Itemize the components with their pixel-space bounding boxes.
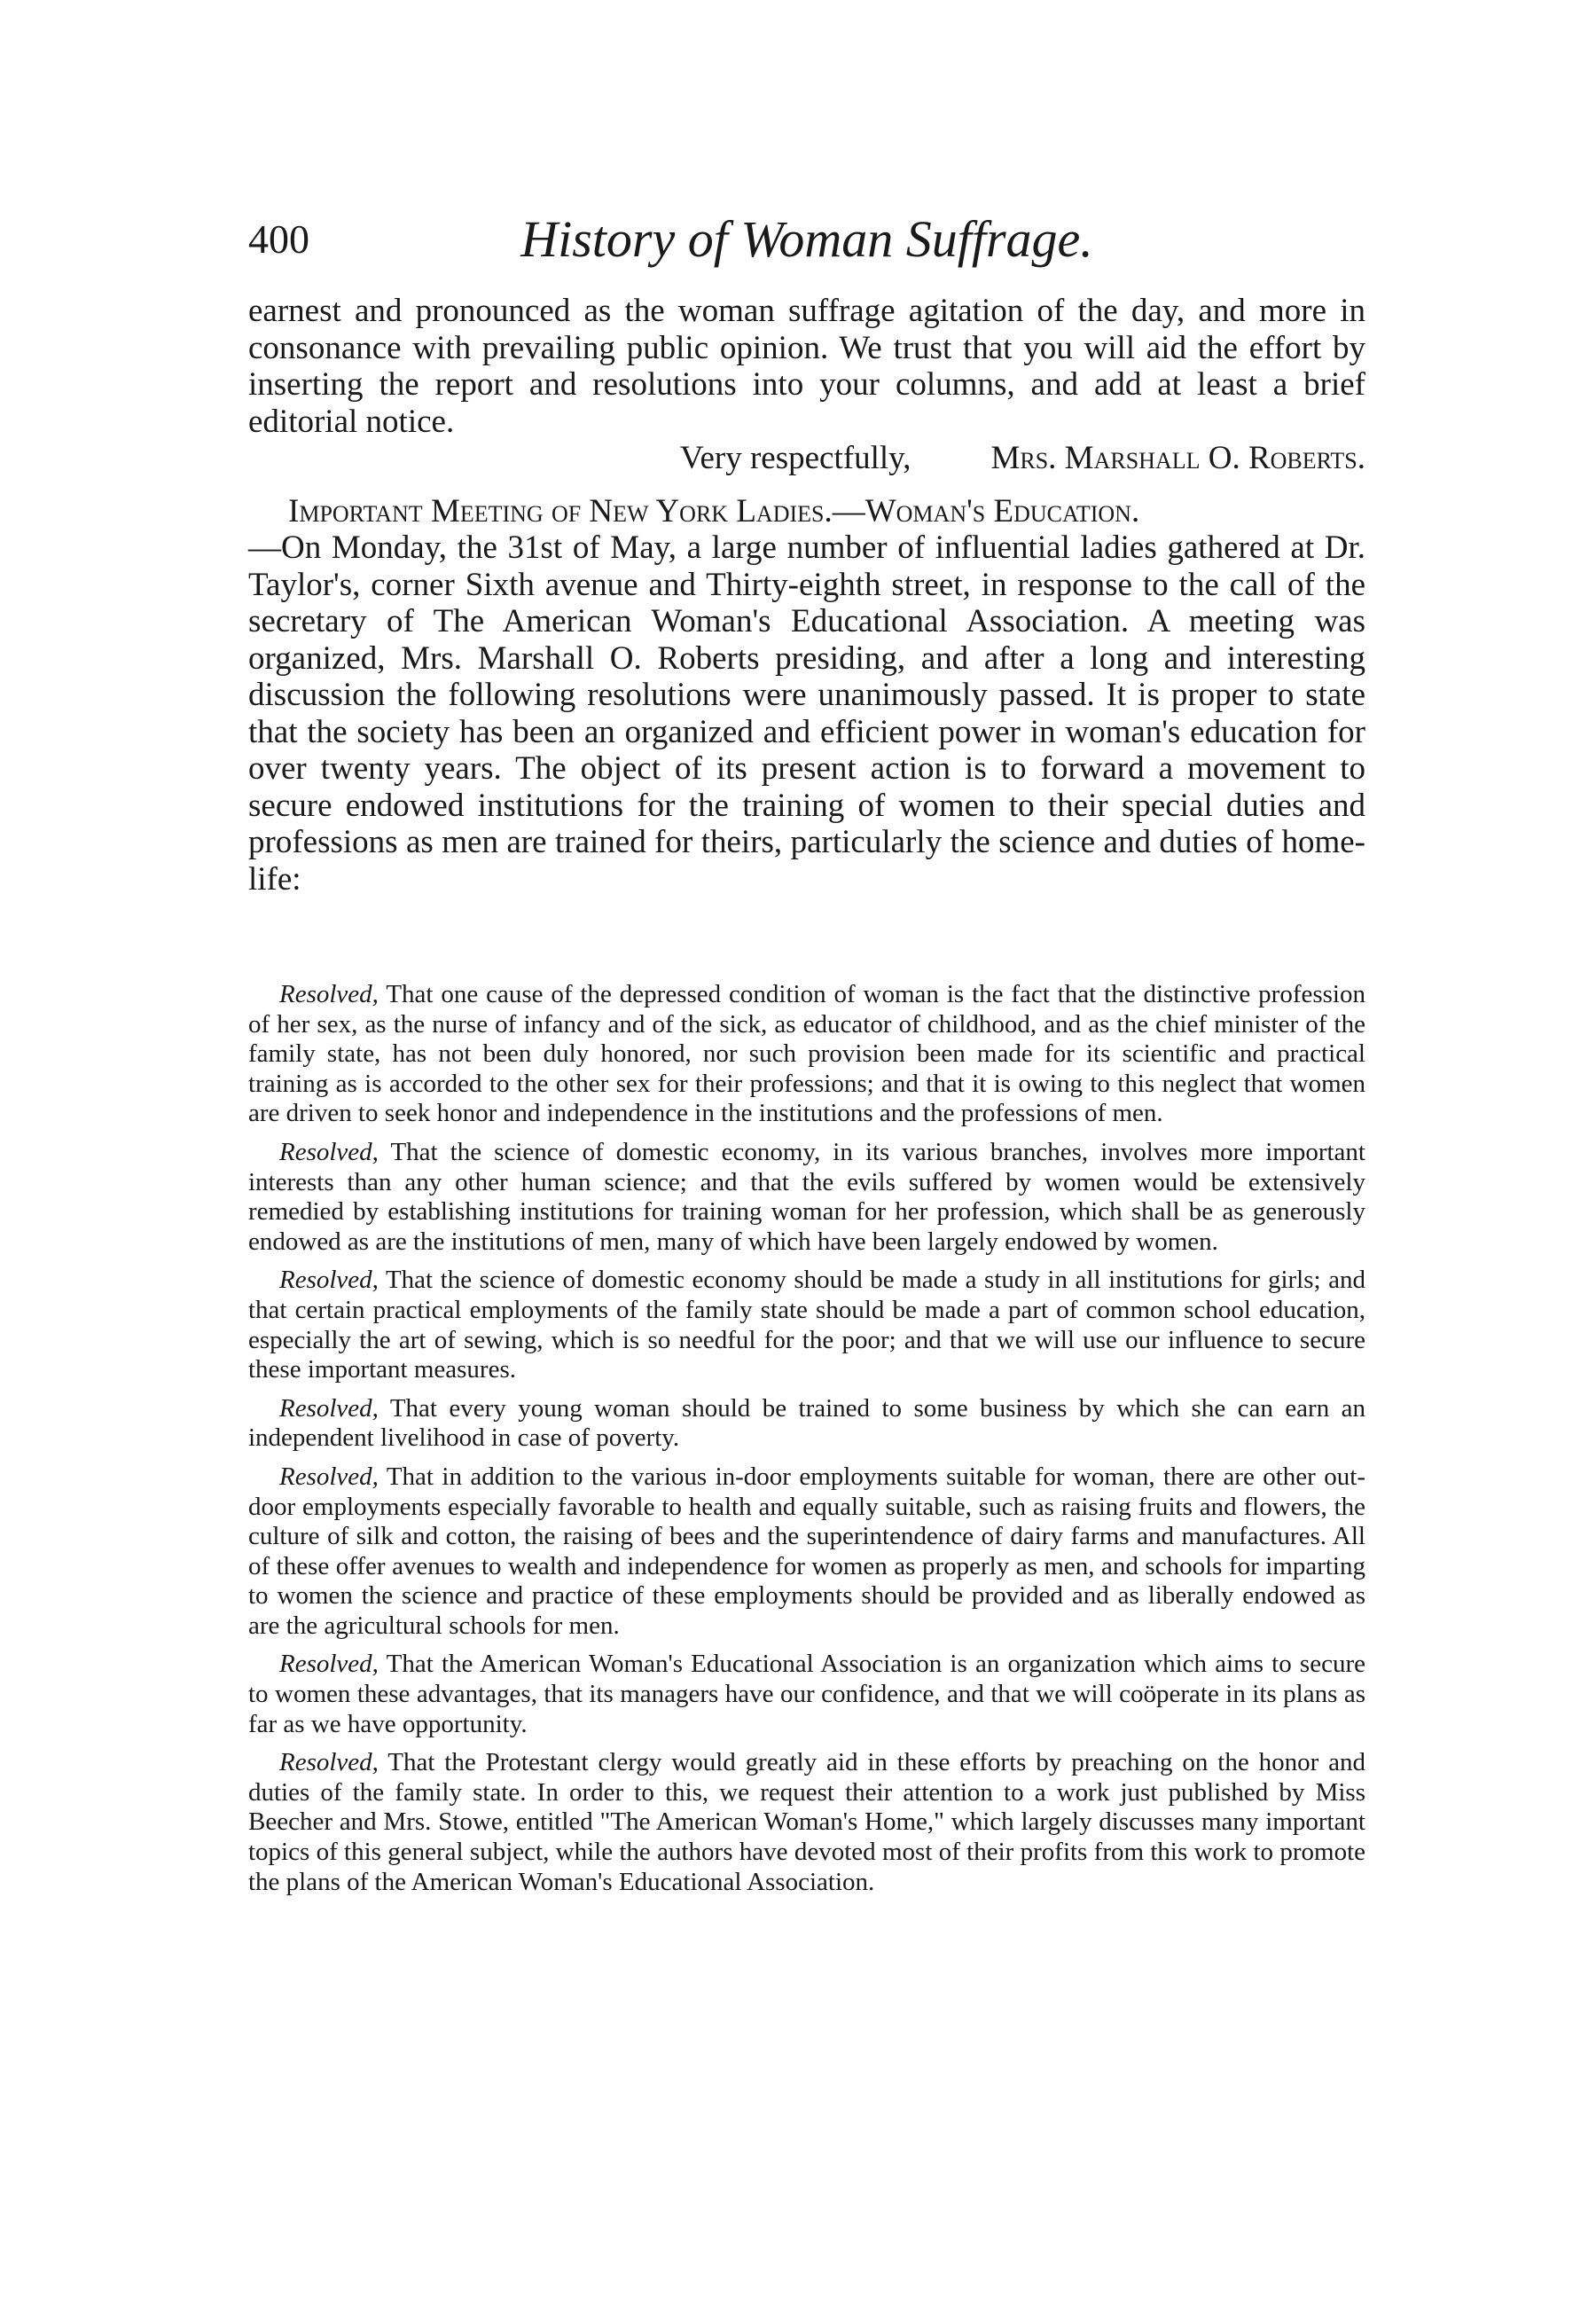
resolution-text: That the science of domestic economy should be made a study in all institutions for girls; and that certain practical employments of the family state should be made a part of common school education, especially the art of sewing, which is so needful for the poor; and that we will use our influence to secure these important measures. xyxy=(248,1266,1365,1384)
resolution-text: That one cause of the depressed condition of woman is the fact that the distinctive profession of her sex, as the nurse of infancy and of the sick, as educator of childhood, and as the chief minister of the family state, has not been duly honored, nor such provision been made for its scientific and practical training as is accorded to the other sex for their professions; and that it is owing to this neglect that women are driven to seek honor and independence in the institutions and the professions of men. xyxy=(248,980,1365,1128)
resolution-text: That in addition to the various in-door employments suitable for woman, there are other out-door employments especially favorable to health and equally suitable, such as raising fruits and flowers, the culture of silk and cotton, the raising of bees and the superintendence of dairy farms and manufactures. All of these offer avenues to wealth and independence for women as properly as men, and schools for imparting to women the science and practice of these employments should be provided and as liberally endowed as are the agricultural schools for men. xyxy=(248,1462,1365,1640)
letter-paragraph: earnest and pronounced as the woman suffrage agitation of the day, and more in consonance with prevailing public opinion. We trust that you will aid the effort by inserting the report and resolutions into your columns, and add at least a brief editorial notice. xyxy=(248,293,1365,440)
resolution-text: That the science of domestic economy, in its various branches, involves more important interests than any other human science; and that the evils suffered by women would be extensively remedied by establishing institutions for training woman for her profession, which shall be as generously endowed as are the institutions of men, many of which have been largely endowed by women. xyxy=(248,1137,1365,1256)
resolution-lead: Resolved, xyxy=(279,1137,379,1166)
resolution-text: That the American Woman's Educational Association is an organization which aims to secure to women these advantages, that its managers have our confidence, and that we will coöperate in its plans as far as we have opportunity. xyxy=(248,1650,1365,1738)
running-title: History of Woman Suffrage. xyxy=(520,210,1093,268)
page-header xyxy=(248,204,1365,275)
letter-signer: Mrs. Marshall O. Roberts. xyxy=(990,440,1365,476)
resolution-lead: Resolved, xyxy=(279,1462,379,1491)
article-heading: Important Meeting of New York Ladies.—Woman's Education. xyxy=(288,492,1140,529)
resolution-lead: Resolved, xyxy=(279,1650,379,1679)
resolution-text: That every young woman should be trained to some business by which she can earn an independent livelihood in case of poverty. xyxy=(248,1393,1365,1453)
letter-closing: Very respectfully, xyxy=(679,440,911,476)
resolutions xyxy=(248,980,1365,1906)
resolution xyxy=(248,980,1365,1129)
article-text: —On Monday, the 31st of May, a large number of influential ladies gathered at Dr. Taylor's, corner Sixth avenue and Thirty-eighth street, in response to the call of the secretary of The American Woman's Educational Association. A meeting was organized, Mrs. Marshall O. Roberts presiding, and after a long and interesting discussion the following resolutions were unanimously passed. It is proper to state that the society has been an organized and efficient power in woman's education for over twenty years. The object of its present action is to forward a movement to secure endowed institutions for the training of women to their special duties and professions as men are trained for theirs, particularly the science and duties of home-life: xyxy=(248,529,1365,898)
resolution xyxy=(248,1138,1365,1257)
page-number: 400 xyxy=(248,216,309,262)
resolution xyxy=(248,1394,1365,1454)
resolution-lead: Resolved, xyxy=(279,1266,379,1295)
resolution xyxy=(248,1650,1365,1739)
main-text xyxy=(248,293,1365,898)
resolution-lead: Resolved, xyxy=(279,980,379,1008)
resolution xyxy=(248,1462,1365,1642)
letter-signoff xyxy=(248,440,1365,477)
resolution xyxy=(248,1748,1365,1897)
resolution xyxy=(248,1266,1365,1384)
resolution-text: That the Protestant clergy would greatly aid in these efforts by preaching on the honor and duties of the family state. In order to this, we request their attention to a work just published by Miss Beecher and Mrs. Stowe, entitled "The American Woman's Home," which largely discusses many important topics of this general subject, while the authors have devoted most of their profits from this work to promote the plans of the American Woman's Educational Association. xyxy=(248,1748,1365,1896)
resolution-lead: Resolved, xyxy=(279,1748,379,1777)
resolution-lead: Resolved, xyxy=(279,1393,379,1423)
article-paragraph xyxy=(248,493,1365,898)
